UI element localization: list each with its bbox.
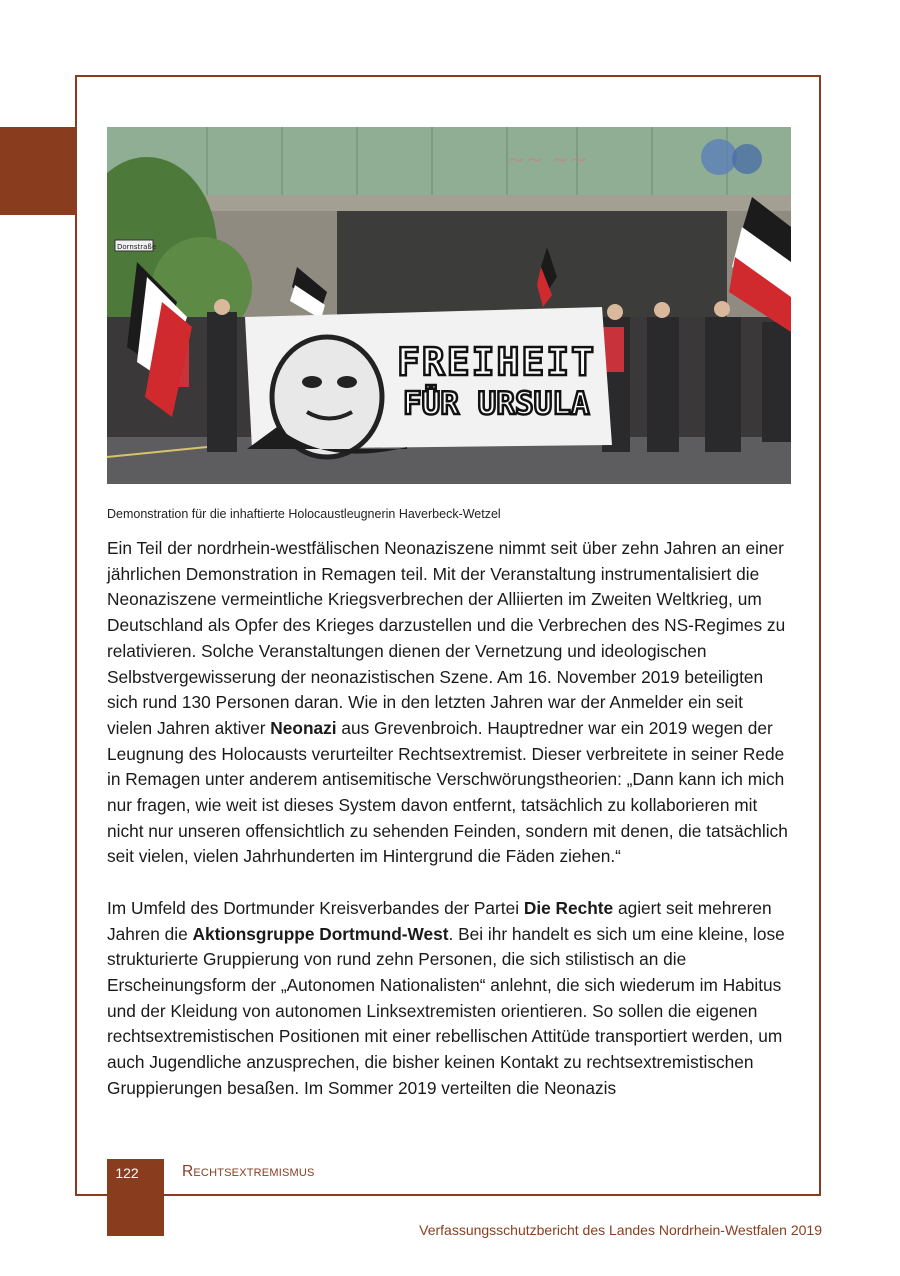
svg-text:~~ ~~: ~~ ~~	[507, 148, 588, 173]
paragraph-text: agiert seit mehreren Jahren die	[107, 897, 772, 944]
demonstration-photo	[107, 127, 791, 484]
body-text	[107, 536, 791, 1101]
paragraph-remagen	[107, 536, 791, 870]
term-neonazi: Neonazi	[270, 717, 337, 738]
paragraph-dortmund	[107, 896, 791, 1102]
publication-footer: Verfassungsschutzbericht des Landes Nordrhein-Westfalen 2019	[419, 1222, 822, 1238]
side-tab-marker	[0, 127, 76, 215]
page-number: 122	[115, 1165, 139, 1181]
paragraph-text: Im Umfeld des Dortmunder Kreisverbandes der Partei	[107, 897, 524, 918]
photo-caption: Demonstration für die inhaftierte Holocaustleugnerin Haverbeck-Wetzel	[107, 507, 501, 521]
term-die-rechte: Die Rechte	[523, 897, 614, 918]
svg-text:Dornstraße: Dornstraße	[117, 243, 157, 251]
term-aktionsgruppe: Aktionsgruppe Dortmund-West	[192, 923, 449, 944]
paragraph-text: Ein Teil der nordrhein-westfälischen Neonaziszene nimmt seit über zehn Jahren an einer jährlichen Demonstration in Remagen teil. Mit der Veranstaltung instrumentalisiert die Neonaziszene vermeintliche Kriegsverbrechen der Alliierten im Zweiten Weltkrieg, um Deutschland als Opfer des Krieges darzustellen und die Verbrechen des NS-Regimes zu relativieren. Solche Veranstaltungen dienen der Vernetzung und ideologischen Selbstvergewisserung der neonazistischen Szene. Am 16. November 2019 beteiligten sich rund 130 Personen daran. Wie in den letzten Jahren war der Anmelder ein seit vielen Jahren aktiver	[107, 538, 786, 738]
banner-text-freiheit: FREIHEIT	[397, 340, 597, 384]
banner-text-fuer-ursula: FÜR URSULA	[403, 386, 590, 422]
section-label: Rechtsextremismus	[182, 1163, 315, 1180]
paragraph-text: aus Grevenbroich. Hauptredner war ein 2019 wegen der Leugnung des Holocausts verurteilter Rechtsextremist. Dieser verbreitete in seiner Rede in Remagen unter anderem antisemitische Verschwörungstheorien: „Dann kann ich mich nur fragen, wie weit ist dieses System davon entfernt, tatsächlich zu kollaborieren mit nicht nur unseren offensichtlich zu sehenden Feinden, sondern mit denen, die tatsächlich seit vielen, vielen Jahrhunderten im Hintergrund die Fäden ziehen.“	[107, 717, 788, 867]
paragraph-text: . Bei ihr handelt es sich um eine kleine, lose strukturierte Gruppierung von rund zehn Personen, die sich stilistisch an die Erscheinungsform der „Autonomen Nationalisten“ anlehnt, die sich wiederum im Habitus und der Kleidung von autonomen Linksextremisten orientieren. So sollen die eigenen rechtsextremistischen Positionen mit einer rebellischen Attitüde transportiert werden, um auch Jugendliche anzusprechen, die bisher keinen Kontakt zu rechtsextremistischen Gruppierungen besaßen. Im Sommer 2019 verteilten die Neonazis	[107, 923, 785, 1098]
